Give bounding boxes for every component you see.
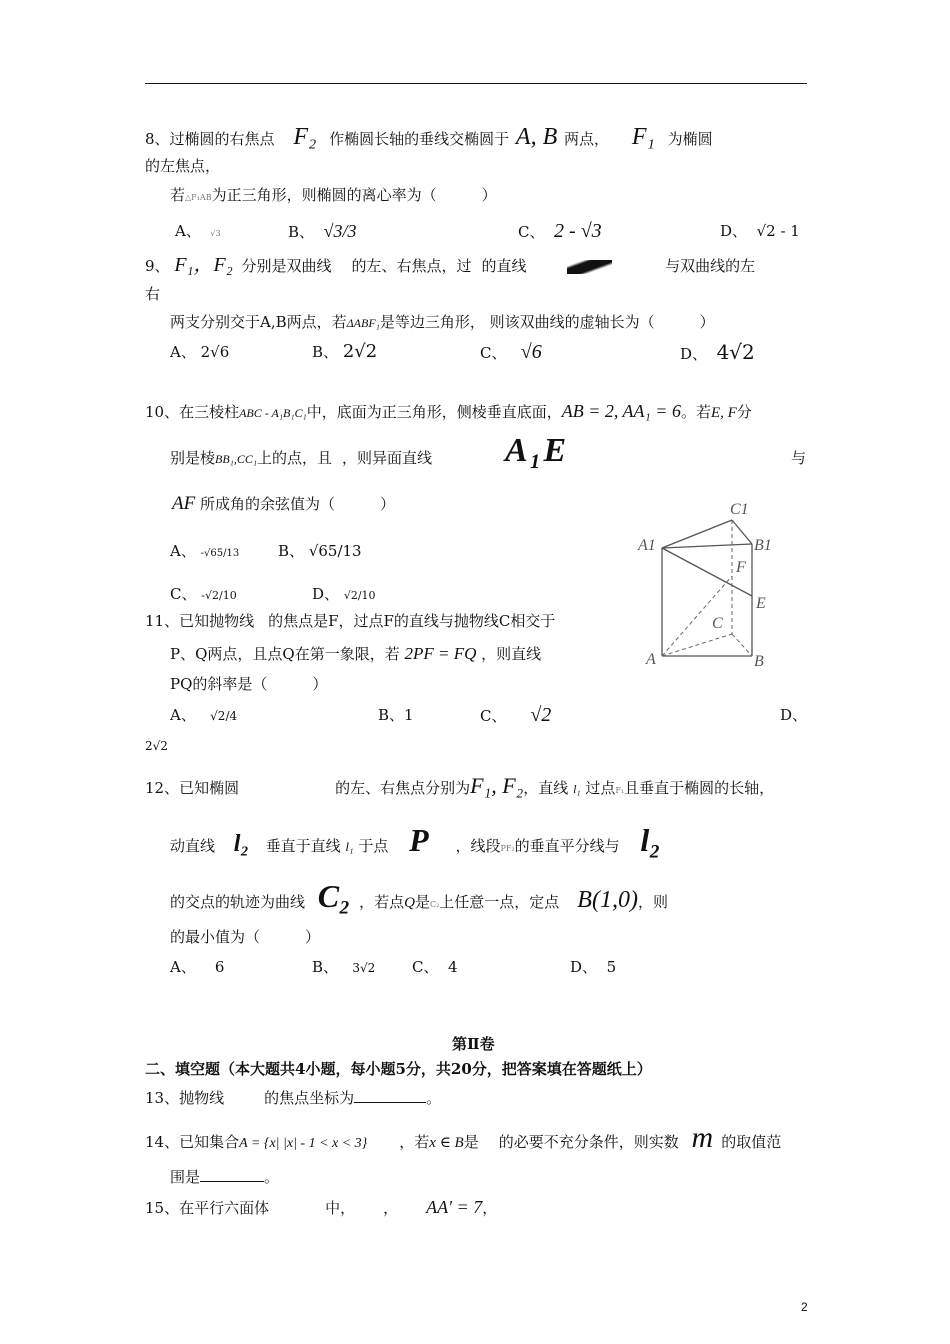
q11-option-d-value: 2√2 [145,739,168,753]
q12-option-a: A、 6 [170,958,225,976]
q12-line2: 动直线 l₂ 垂直于直线 l₁ 于点 P ，线段PF₂的垂直平分线与 l₂ [170,822,661,858]
q12-line4: 的最小值为（ ） [170,928,321,946]
q9-triangle: ΔABF₁ [346,316,380,330]
label-f: F [736,559,746,576]
q8-f1: F₁ [631,124,655,150]
q8-line1 [145,126,713,150]
label-e: E [756,595,766,612]
q10-option-a: A、 -√65/13 [170,542,240,560]
q11-option-b: B、1 [378,706,414,724]
q9-option-b: B、 2√2 [312,341,378,362]
q9-option-c: C、 √6 [480,341,542,363]
part2-title: 第Ⅱ卷 [452,1035,495,1053]
q11-option-a: A、 √2/4 [170,706,238,724]
q10-line1: 10、在三棱柱ABC - A₁B₁C₁中，底面为正三角形，侧棱垂直底面，AB = 2, AA₁ = 6。若E, F分 [145,401,752,421]
q13-line: 13、抛物线 的焦点坐标为 。 [145,1089,442,1107]
prism-figure [632,496,782,676]
q9-line3: 两支分别交于A,B两点，若ΔABF₁是等边三角形， 则该双曲线的虚轴长为（ ） [170,313,715,331]
label-c1: C1 [730,501,749,518]
q12-option-b: B、 3√2 [312,958,376,976]
q11-line3: PQ的斜率是（ ） [170,675,328,693]
q8-line3 [170,184,497,209]
q8-line2: 的左焦点， [145,157,221,175]
q10-a1e: A₁E [505,432,569,469]
q10-option-b: B、 √65/13 [278,542,362,560]
page-number: 2 [801,1300,808,1314]
q8-text: 作椭圆长轴的垂线交椭圆于 [329,130,510,148]
label-c: C [712,615,723,632]
q8-option-a: A、 √3 [175,222,221,240]
q8-option-b: B、 √3/3 [288,221,357,241]
q10-text: 与 [791,449,807,467]
label-a: A [646,651,656,668]
q9-option-a: A、 2√6 [170,343,230,361]
q10-option-c: C、 -√2/10 [170,585,237,603]
q12-option-c: C、 4 [412,958,458,976]
label-a1: A1 [638,537,656,554]
section-heading: 二、填空题（本大题共4小题，每小题5分，共20分，把答案填在答题纸上） [145,1060,652,1078]
q10-line3: AF 所成角的余弦值为（ ） [172,493,396,514]
q13-answer-blank[interactable] [354,1088,426,1103]
q10-line2: 别是棱BB₁,CC₁上的点，且 ，则异面直线 [170,449,433,467]
q11-option-c: C、 √2 [480,704,552,726]
q8-text: 若 [170,186,186,204]
q8-text: 为椭圆 [667,130,713,148]
q9-line1: 9、 F₁，F₂ 分别是双曲线 的左、右焦点，过 的直线 与双曲线的左 [145,254,756,276]
q8-f2: F₂ [293,124,317,150]
q11-line1: 11、已知抛物线 的焦点是F，过点F的直线与抛物线C相交于 [145,612,556,630]
q8-option-c: C、 2 - √3 [518,220,602,242]
q8-text: 两点， [564,130,610,148]
q8-text: 8、过椭圆的右焦点 [145,130,275,148]
q9-f1f2: F₁，F₂ [174,254,233,276]
q14-line1: 14、已知集合A = {x| |x| - 1 < x < 3} ，若x ∈ B是 的必要不充分条件，则实数 m 的取值范 [145,1121,782,1154]
q8-ab: A, B [515,124,558,150]
q8-option-d: D、 √2 - 1 [720,222,800,240]
q9-line-image [567,260,612,274]
q11-option-d-label: D、 [780,706,808,724]
q15-line: 15、在平行六面体 中， ， AA′ = 7， [145,1197,498,1217]
q12-option-d: D、 5 [570,958,617,976]
q10-option-d: D、 √2/10 [312,585,376,603]
q12-line3: 的交点的轨迹为曲线 C₂ ，若点Q是C₂上任意一点，定点 B(1,0)，则 [170,878,668,914]
q8-triangle: △F₁AB [185,193,212,202]
label-b: B [754,653,764,670]
q11-line2: P、Q两点，且点Q在第一象限，若 2PF = FQ ，则直线 [170,644,542,663]
q14-line2: 围是 。 [170,1168,280,1186]
q9-line2: 右 [145,285,161,303]
q14-answer-blank[interactable] [200,1167,264,1182]
q12-line1: 12、已知椭圆 的左、右焦点分别为F₁, F₂，直线 l₁ 过点F₁且垂直于椭圆的长轴， [145,773,775,798]
q9-option-d: D、 4√2 [680,340,755,364]
label-b1: B1 [754,537,772,554]
q8-text: 为正三角形，则椭圆的离心率为（ ） [211,186,497,204]
header-rule [145,83,807,84]
